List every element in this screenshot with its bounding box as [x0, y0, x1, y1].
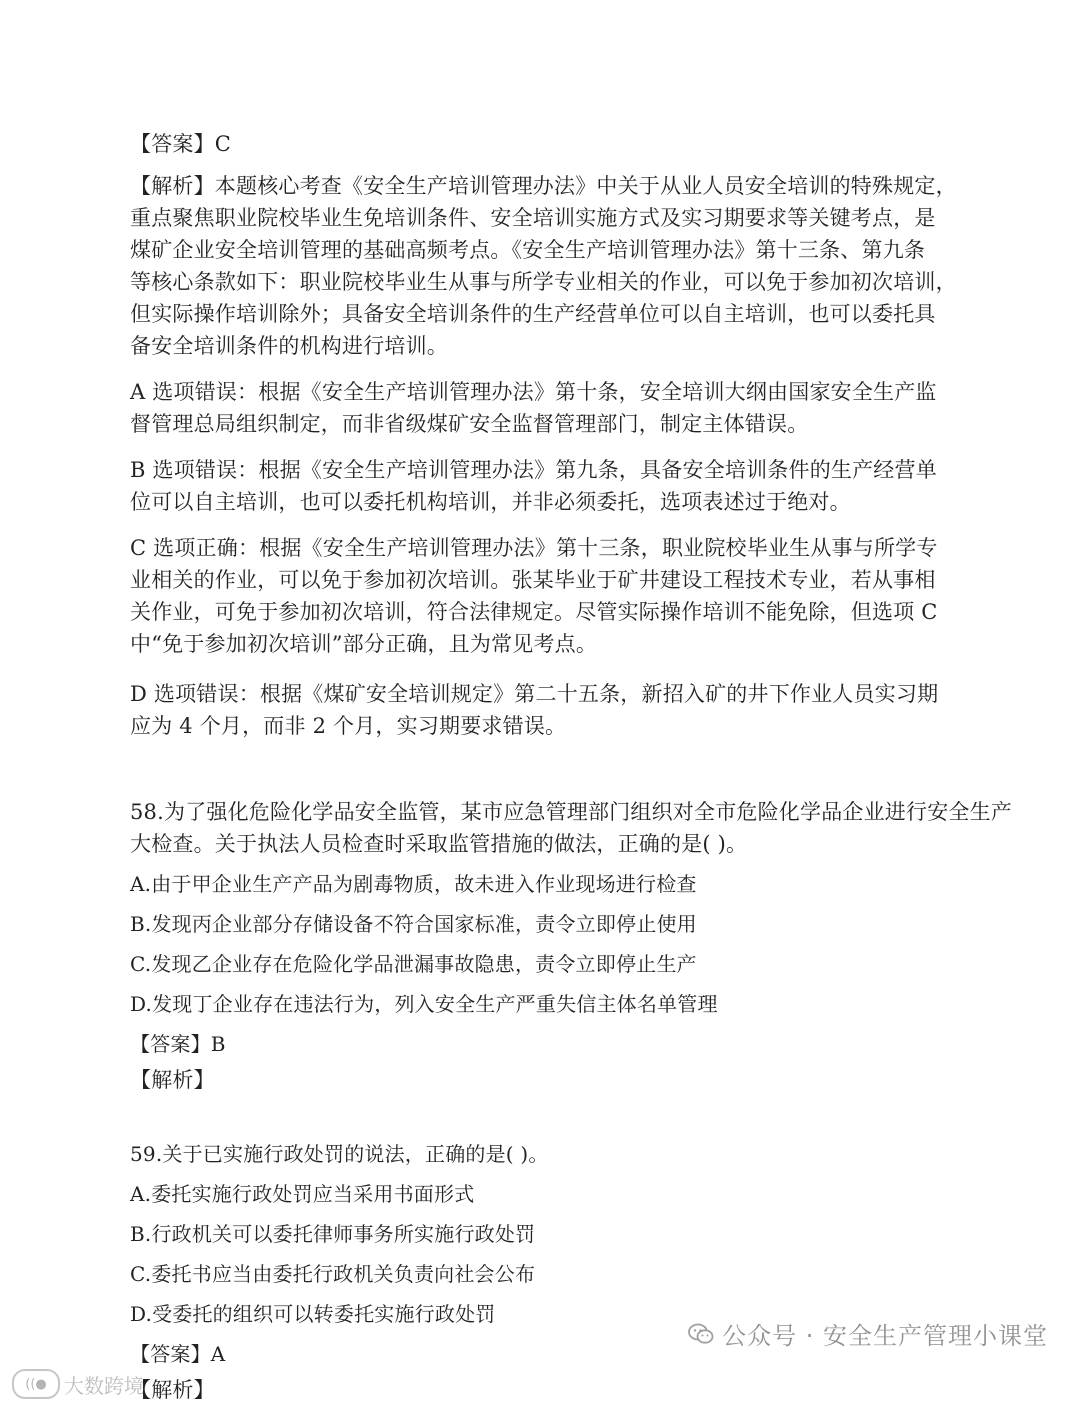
q57-option-a-explanation [130, 376, 960, 440]
q57-option-b-explanation [130, 454, 960, 518]
q57-analysis-line: 等核心条款如下：职业院校毕业生从事与所学专业相关的作业，可以免于参加初次培训， [130, 270, 957, 294]
q58-option-b: B.发现丙企业部分存储设备不符合国家标准，责令立即停止使用 [130, 912, 697, 936]
q57-option-d-explanation [130, 678, 960, 742]
brand-logo-icon: ((● [12, 1369, 60, 1399]
explanation-line: 应为 4 个月，而非 2 个月，实习期要求错误。 [130, 714, 567, 738]
q57-analysis-line: 重点聚焦职业院校毕业生免培训条件、安全培训实施方式及实习期要求等关键考点，是 [130, 206, 936, 230]
wechat-icon [688, 1323, 714, 1345]
q57-answer: 【答案】C [130, 132, 232, 156]
q57-option-c-explanation [130, 532, 960, 660]
explanation-line: 业相关的作业，可以免于参加初次培训。张某毕业于矿井建设工程技术专业，若从事相 [130, 568, 936, 592]
q58-answer: 【答案】B [130, 1032, 226, 1056]
watermark-text: 大数跨境 [64, 1373, 144, 1398]
q58-analysis: 【解析】 [130, 1068, 215, 1092]
q58-option-d: D.发现丁企业存在违法行为，列入安全生产严重失信主体名单管理 [130, 992, 718, 1016]
q59-option-a: A.委托实施行政处罚应当采用书面形式 [130, 1182, 475, 1206]
q57-analysis [130, 170, 960, 362]
q58-stem [130, 796, 1012, 860]
q57-analysis-line: 【解析】本题核心考查《安全生产培训管理办法》中关于从业人员安全培训的特殊规定， [130, 174, 957, 198]
question-stem-line: 大检查。关于执法人员检查时采取监管措施的做法，正确的是( )。 [130, 832, 748, 856]
explanation-line: B 选项错误：根据《安全生产培训管理办法》第九条，具备安全培训条件的生产经营单 [130, 458, 937, 482]
q57-analysis-line: 备安全培训条件的机构进行培训。 [130, 334, 448, 358]
explanation-line: 位可以自主培训，也可以委托机构培训，并非必须委托，选项表述过于绝对。 [130, 490, 851, 514]
question-stem-line: 58.为了强化危险化学品安全监管，某市应急管理部门组织对全市危险化学品企业进行安全生产 [130, 800, 1012, 824]
q58-option-a: A.由于甲企业生产产品为剧毒物质，故未进入作业现场进行检查 [130, 872, 697, 896]
explanation-line: A 选项错误：根据《安全生产培训管理办法》第十条，安全培训大纲由国家安全生产监 [130, 380, 937, 404]
q59-answer: 【答案】A [130, 1342, 226, 1366]
explanation-line: D 选项错误：根据《煤矿安全培训规定》第二十五条，新招入矿的井下作业人员实习期 [130, 682, 939, 706]
q59-analysis: 【解析】 [130, 1378, 215, 1402]
q57-analysis-line: 但实际操作培训除外；具备安全培训条件的生产经营单位可以自主培训，也可以委托具 [130, 302, 936, 326]
wechat-account-name: 公众号 · 安全生产管理小课堂 [722, 1322, 1048, 1350]
explanation-line: 关作业，可免于参加初次培训，符合法律规定。尽管实际操作培训不能免除，但选项 C [130, 600, 938, 624]
q57-analysis-line: 煤矿企业安全培训管理的基础高频考点。《安全生产培训管理办法》第十三条、第九条 [130, 238, 926, 262]
q59-option-d: D.受委托的组织可以转委托实施行政处罚 [130, 1302, 496, 1326]
explanation-line: 督管理总局组织制定，而非省级煤矿安全监督管理部门，制定主体错误。 [130, 412, 809, 436]
explanation-line: C 选项正确：根据《安全生产培训管理办法》第十三条，职业院校毕业生从事与所学专 [130, 536, 938, 560]
q59-stem: 59.关于已实施行政处罚的说法，正确的是( )。 [130, 1142, 549, 1166]
document-page [130, 128, 1012, 1406]
source-watermark [12, 1369, 144, 1399]
q59-option-c: C.委托书应当由委托行政机关负责向社会公布 [130, 1262, 536, 1286]
explanation-line: 中“免于参加初次培训”部分正确，且为常见考点。 [130, 632, 598, 656]
q58-option-c: C.发现乙企业存在危险化学品泄漏事故隐患，责令立即停止生产 [130, 952, 697, 976]
q59-option-b: B.行政机关可以委托律师事务所实施行政处罚 [130, 1222, 536, 1246]
wechat-account-watermark [688, 1316, 1048, 1351]
